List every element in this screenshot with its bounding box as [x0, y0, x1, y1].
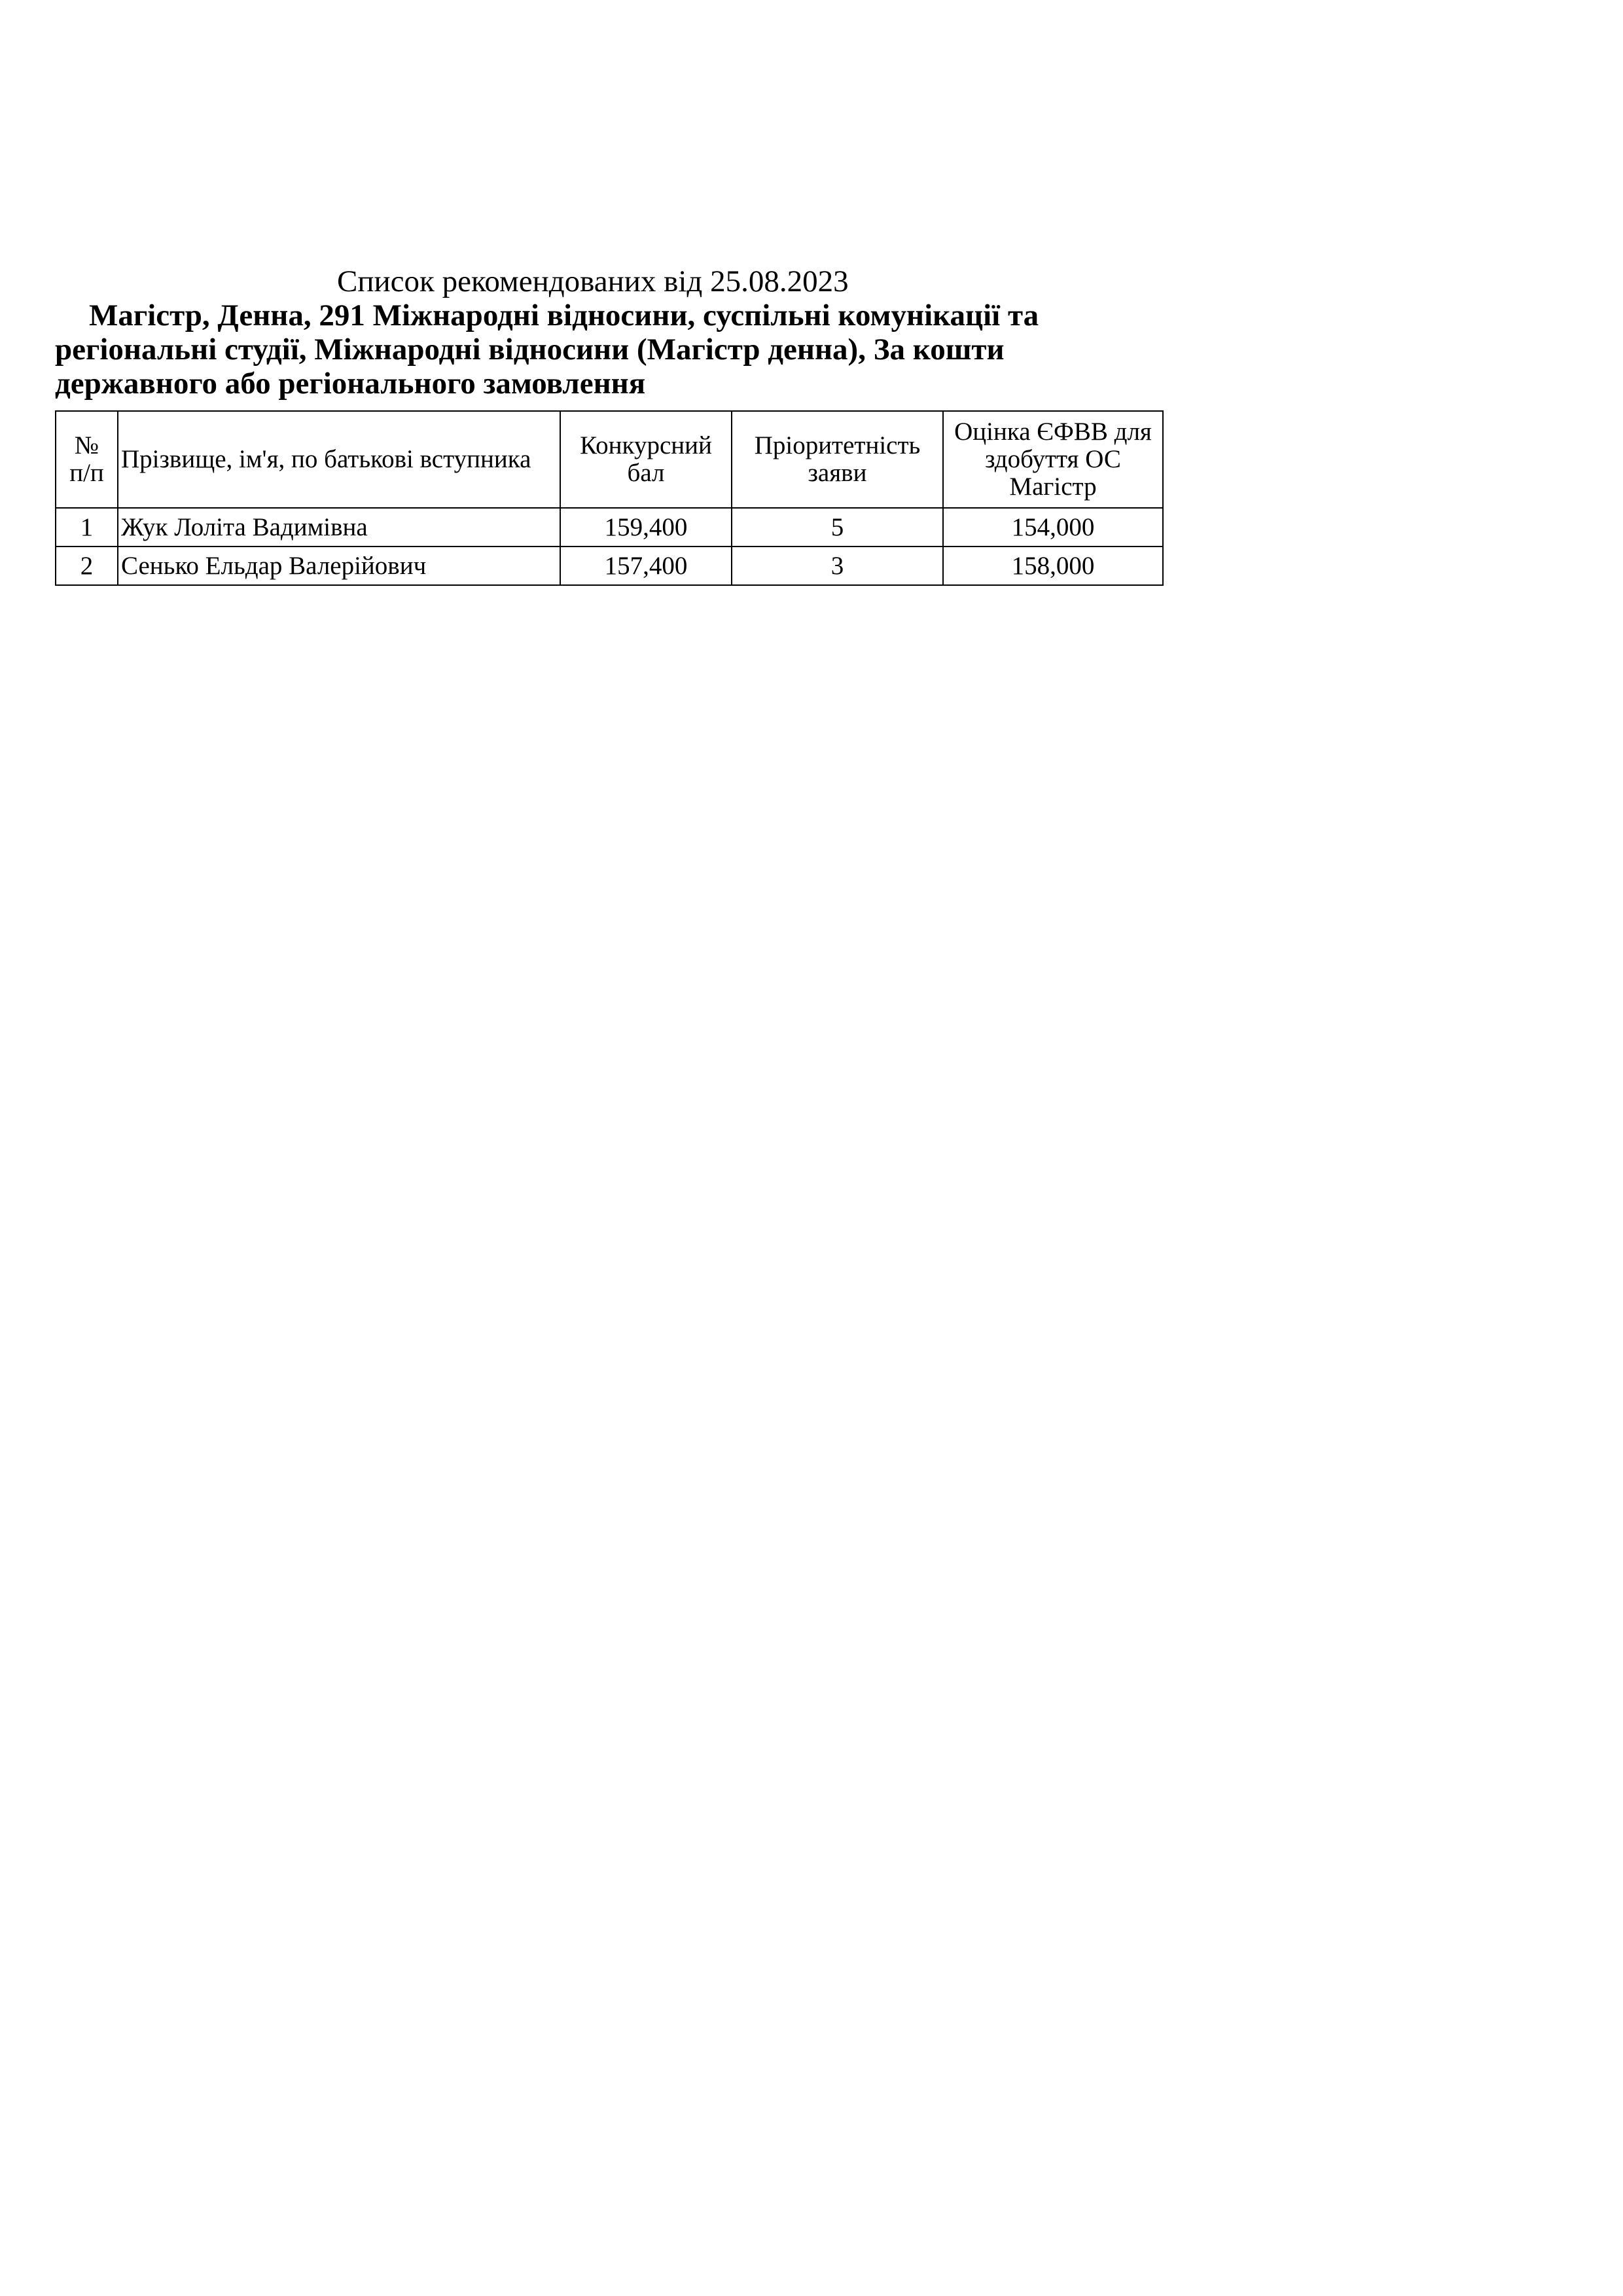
table-header-row: [56, 411, 1163, 508]
table-row: [56, 508, 1163, 547]
header-priority-line2: заяви: [808, 459, 867, 487]
header-efvv-line2: здобуття ОС: [985, 445, 1121, 473]
table-row: [56, 547, 1163, 585]
header-number-line2: п/п: [69, 459, 104, 487]
cell-priority: 3: [732, 547, 943, 585]
header-score-line1: Конкурсний: [580, 431, 712, 459]
cell-score: 157,400: [560, 547, 732, 585]
cell-priority: 5: [732, 508, 943, 547]
header-name: Прізвище, ім'я, по батькові вступника: [118, 411, 560, 508]
header-efvv: [943, 411, 1163, 508]
header-number: [56, 411, 118, 508]
document-subtitle: Магістр, Денна, 291 Міжнародні відносини, суспільні комунікації та регіональні студії, Міжнародні відносини (Магістр денна), За кошти державного або регіонального замовлення: [55, 298, 1039, 401]
cell-efvv: 158,000: [943, 547, 1163, 585]
cell-name: Жук Лоліта Вадимівна: [118, 508, 560, 547]
cell-name: Сенько Ельдар Валерійович: [118, 547, 560, 585]
header-efvv-line1: Оцінка ЄФВВ для: [954, 418, 1152, 446]
header-priority-line1: Пріоритетність: [754, 431, 921, 459]
cell-score: 159,400: [560, 508, 732, 547]
header-efvv-line3: Магістр: [1009, 473, 1097, 501]
cell-number: 2: [56, 547, 118, 585]
header-priority: [732, 411, 943, 508]
header-number-line1: №: [74, 431, 99, 459]
cell-efvv: 154,000: [943, 508, 1163, 547]
header-score: [560, 411, 732, 508]
header-score-line2: бал: [627, 459, 665, 487]
cell-number: 1: [56, 508, 118, 547]
document-title: Список рекомендованих від 25.08.2023: [337, 264, 849, 298]
recommended-list-table: [55, 410, 1164, 586]
